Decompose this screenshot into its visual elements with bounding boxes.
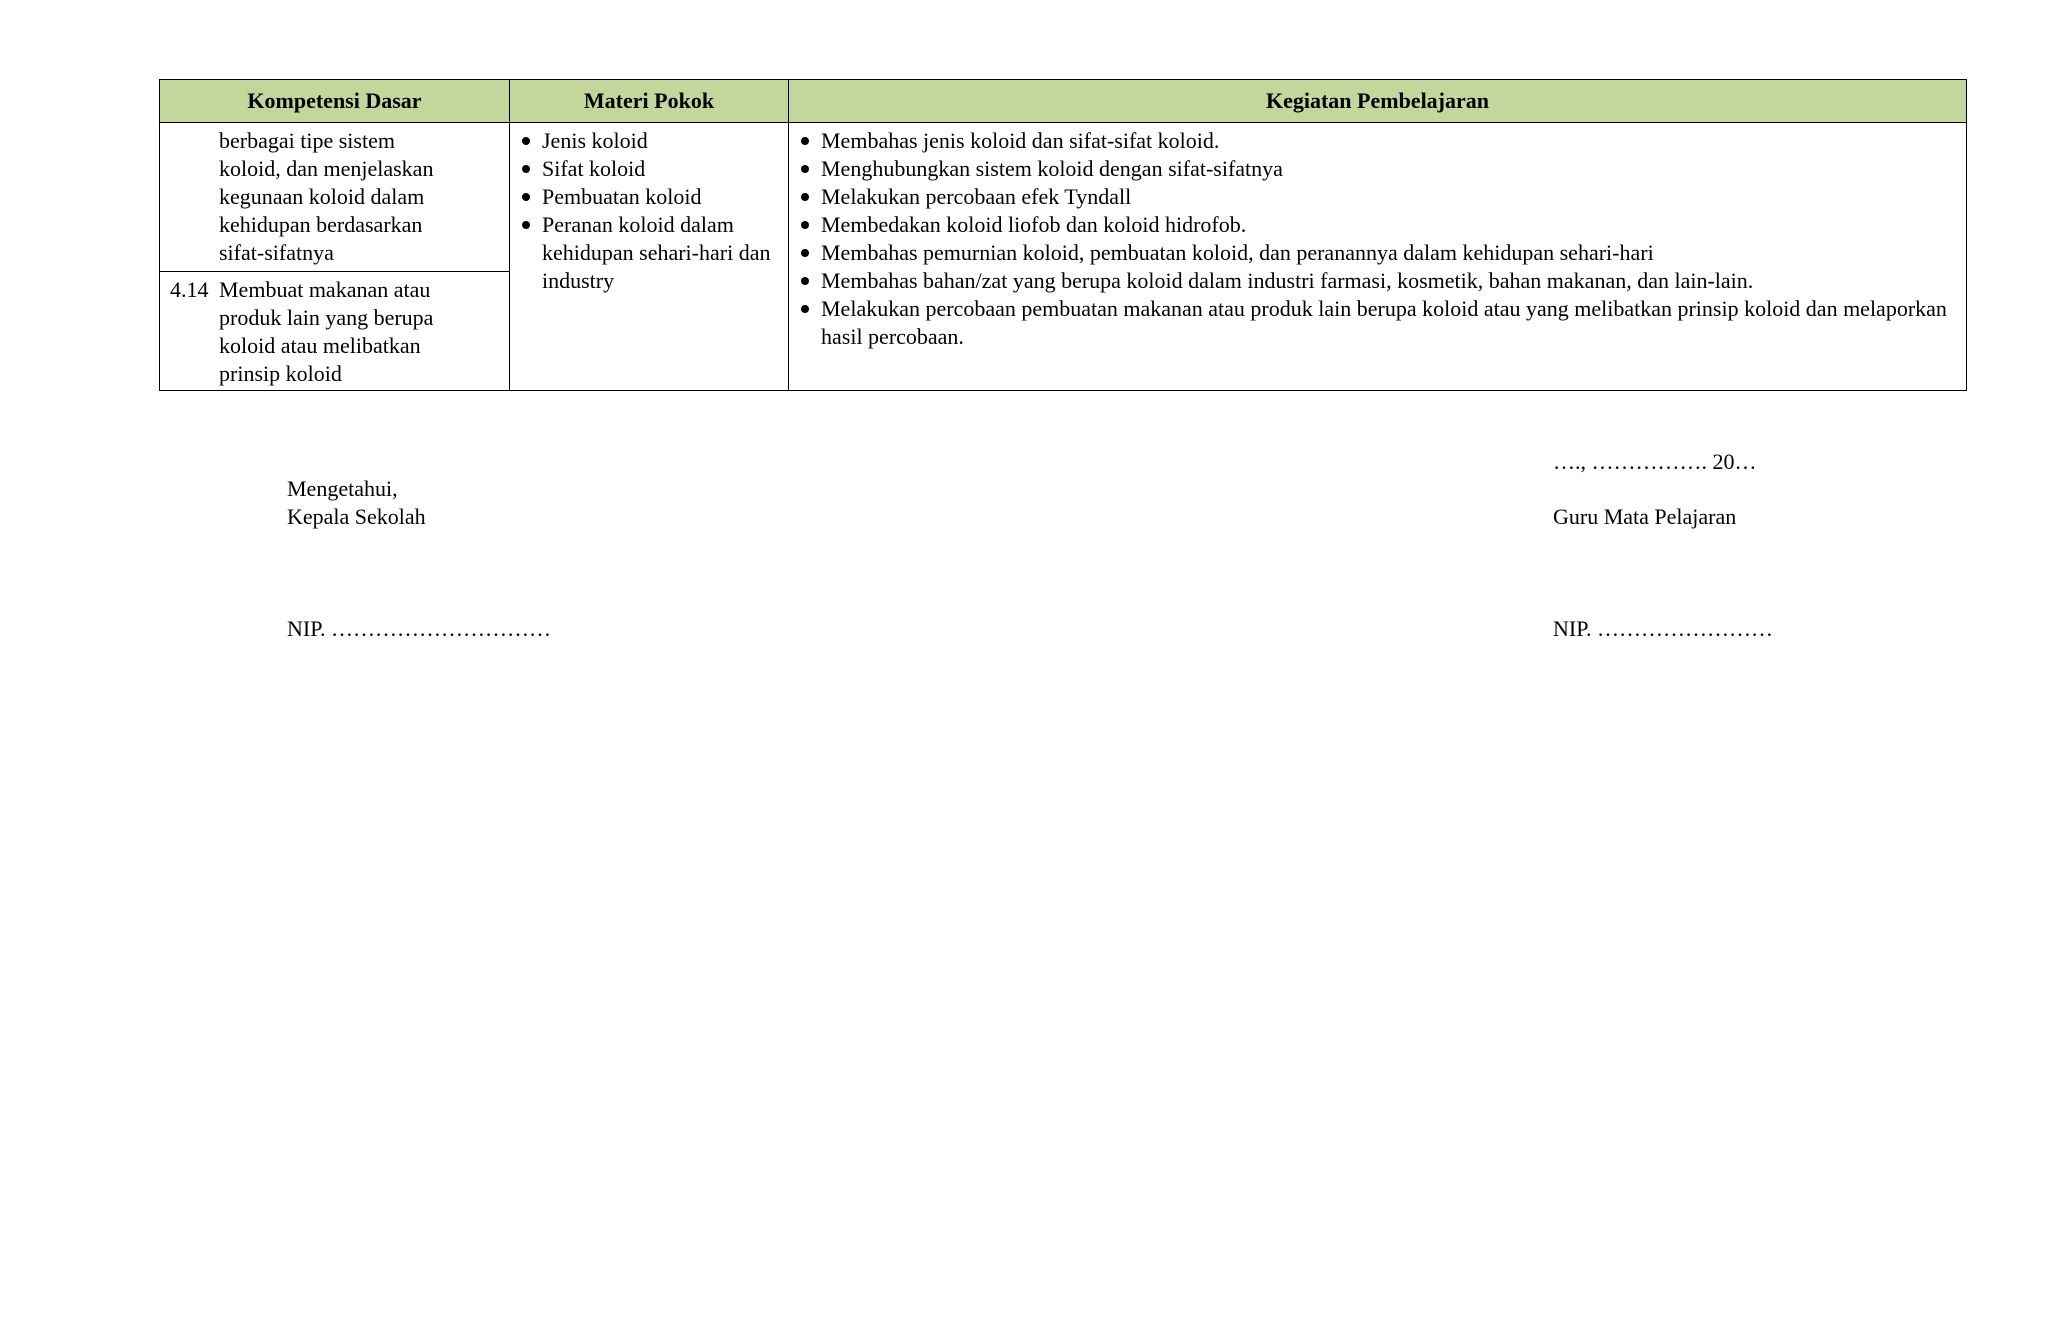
signature-left-nip: NIP. ………………………… [287, 616, 552, 641]
table-row [160, 123, 1967, 391]
mengetahui-label: Mengetahui, [287, 476, 398, 501]
materi-item: Jenis koloid [522, 127, 778, 155]
table-header-row [160, 80, 1967, 123]
kompetensi-line: kegunaan koloid dalam [219, 184, 425, 209]
kompetensi-dasar-cell [160, 123, 510, 391]
materi-pokok-cell [510, 123, 789, 391]
signature-right-nip: NIP. …………………… [1553, 616, 1774, 641]
kompetensi-line: kehidupan berdasarkan [219, 212, 423, 237]
kompetensi-text [219, 276, 499, 388]
kompetensi-line: koloid, dan menjelaskan [219, 156, 434, 181]
header-kompetensi-dasar: Kompetensi Dasar [160, 80, 510, 123]
kompetensi-line: Membuat makanan atau [219, 277, 431, 302]
kegiatan-item: Melakukan percobaan efek Tyndall [801, 183, 1956, 211]
kompetensi-line: berbagai tipe sistem [219, 128, 395, 153]
materi-item: Sifat koloid [522, 155, 778, 183]
signature-left-heading [287, 475, 426, 531]
kepala-sekolah-label: Kepala Sekolah [287, 504, 426, 529]
syllabus-table [159, 79, 1967, 391]
kegiatan-item: Membahas bahan/zat yang berupa koloid dalam industri farmasi, kosmetik, bahan makanan, dan lain-lain. [801, 267, 1956, 295]
guru-mata-pelajaran-label: Guru Mata Pelajaran [1553, 504, 1737, 529]
kegiatan-item: Membahas pemurnian koloid, pembuatan koloid, dan peranannya dalam kehidupan sehari-hari [801, 239, 1956, 267]
kegiatan-item: Melakukan percobaan pembuatan makanan atau produk lain berupa koloid atau yang melibatkan prinsip koloid dan melaporkan hasil percobaan. [801, 295, 1956, 351]
materi-item: Peranan koloid dalam kehidupan sehari-hari dan industry [522, 211, 778, 295]
header-materi-pokok: Materi Pokok [510, 80, 789, 123]
kegiatan-pembelajaran-cell [789, 123, 1967, 391]
materi-item: Pembuatan koloid [522, 183, 778, 211]
kompetensi-text [219, 127, 499, 267]
kompetensi-number: 4.14 [170, 277, 209, 302]
kegiatan-item: Menghubungkan sistem koloid dengan sifat-sifatnya [801, 155, 1956, 183]
kegiatan-list [789, 123, 1966, 361]
kompetensi-item [160, 272, 509, 390]
signature-date: …., ……………. 20… [1553, 449, 1757, 474]
kegiatan-item: Membahas jenis koloid dan sifat-sifat koloid. [801, 127, 1956, 155]
kompetensi-line: koloid atau melibatkan [219, 333, 421, 358]
kompetensi-number [170, 127, 219, 267]
header-kegiatan-pembelajaran: Kegiatan Pembelajaran [789, 80, 1967, 123]
kegiatan-item: Membedakan koloid liofob dan koloid hidrofob. [801, 211, 1956, 239]
kompetensi-item [160, 123, 509, 269]
kompetensi-line: prinsip koloid [219, 361, 342, 386]
materi-list [510, 123, 788, 305]
kompetensi-line: sifat-sifatnya [219, 240, 334, 265]
kompetensi-line: produk lain yang berupa [219, 305, 434, 330]
